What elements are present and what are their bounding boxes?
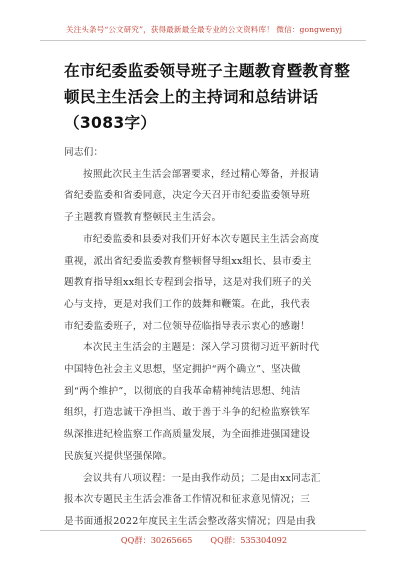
title-line-1: 在市纪委监委领导班子主题教育暨教育整 [64,62,351,80]
body-line: 市纪委监委和县委对我们开好本次专题民主生活会高度 [83,233,320,245]
qq-group-number-2: 535304092 [240,535,288,545]
body-line: 按照此次民主生活会部署要求，经过精心筹备，并报请 [83,168,320,180]
qq-group-label-2: QQ群： [210,535,241,545]
title-line-3: （3083字） [64,114,157,132]
footer-note [0,535,408,546]
body-line: 中国特色社会主义思想，坚定拥护“两个确立”、坚决做 [64,364,301,376]
document-title [64,58,364,136]
qq-group-label-1: QQ群： [120,535,151,545]
body-line: 纵深推进纪检监察工作高质量发展，为全面推进强国建设 [64,429,311,441]
body-line: 组织，打造忠诚干净担当、敢于善于斗争的纪检监察铁军 [64,407,311,419]
body-line: 心与支持，更是对我们工作的鼓舞和鞭策。在此，我代表 [64,298,311,310]
body-line: 子主题教育暨教育整顿民主生活会。 [64,212,222,224]
footer-divider [40,530,366,531]
body-line: 是书面通报2022年度民主生活会整改落实情况；四是由我 [64,515,316,527]
header-divider [40,40,366,41]
salutation: 同志们： [64,147,104,158]
body-line: 省纪委监委和省委同意，决定今天召开市纪委监委领导班 [64,190,311,202]
body-line: 题教育指导组xx组长专程到会指导，这是对我们班子的关 [64,277,312,289]
header-note: 关注头条号“公文研究”，获得最新最全最专业的公文资料库！ 微信：gongwenyj [65,25,343,34]
body-line: 民族复兴提供坚强保障。 [64,450,173,462]
body-line: 市纪委监委班子，对二位领导莅临指导表示衷心的感谢！ [64,320,311,332]
body-line: 报本次专题民主生活会准备工作情况和征求意见情况；三 [64,494,311,506]
body-line: 本次民主生活会的主题是：深入学习贯彻习近平新时代 [83,342,320,354]
body-line: 会议共有八项议程：一是由我作动员；二是由xx同志汇 [83,472,321,484]
document-body [64,142,354,533]
title-line-2: 顿民主生活会上的主持词和总结讲话 [64,88,319,106]
body-line: 重视，派出省纪委监委教育整顿督导组xx组长、县市委主 [64,255,312,267]
body-line: 到“两个维护”，以彻底的自我革命精神纯洁思想、纯洁 [64,385,301,397]
qq-group-number-1: 30265665 [150,535,193,545]
